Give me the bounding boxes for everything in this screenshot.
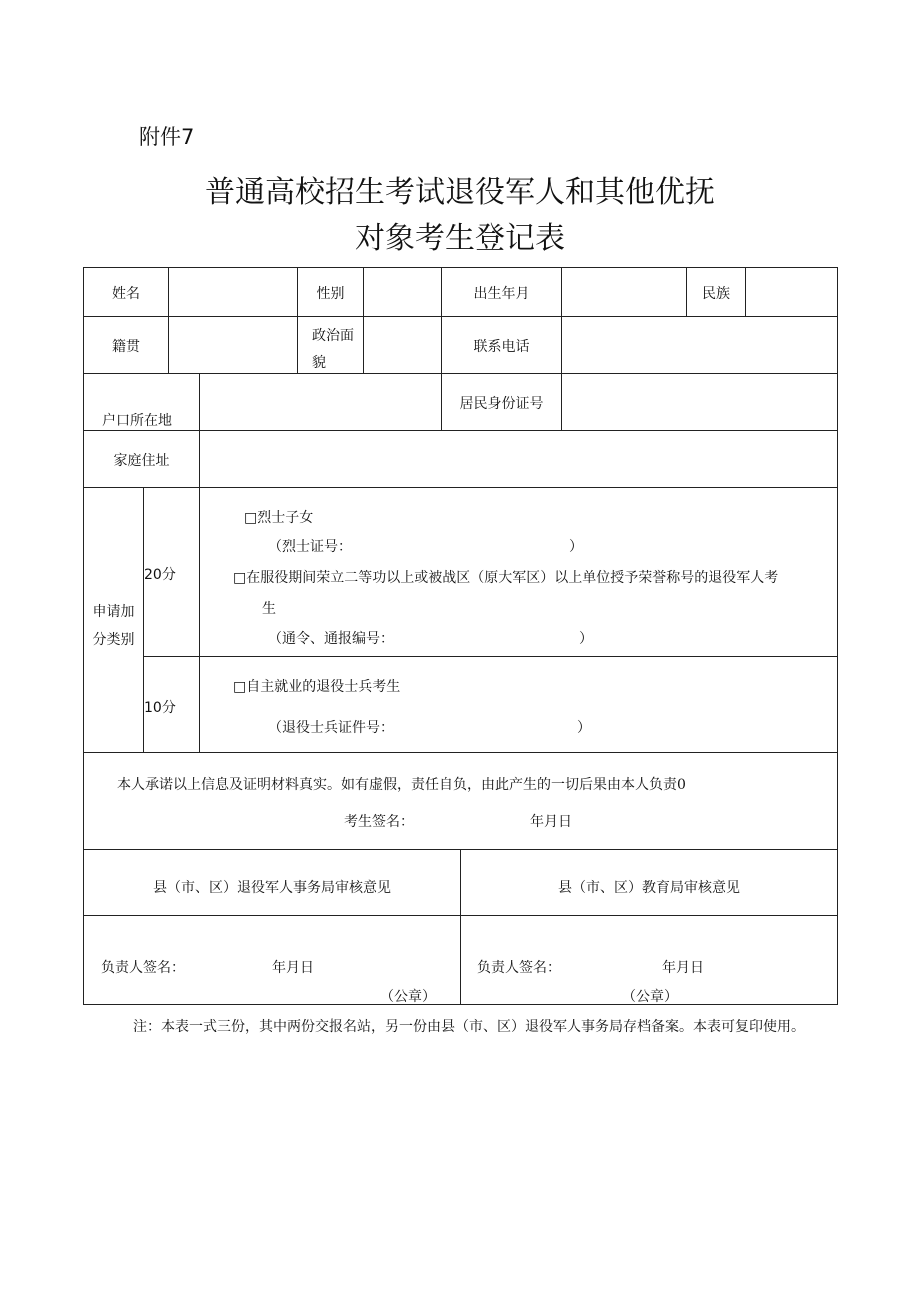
decree-number-close: ） <box>579 631 593 647</box>
birth-label: 出生年月 <box>473 286 530 302</box>
veterans-bureau-signature-field[interactable] <box>190 954 268 976</box>
bonus-category-label-line1: 申请加 <box>92 604 135 620</box>
martyr-cert-label: （烈士证号： <box>268 539 352 555</box>
hukou-label: 户口所在地 <box>102 413 172 429</box>
veterans-bureau-review-title: 县（市、区）退役军人事务局审核意见 <box>153 880 391 896</box>
political-status-label-line1: 政治面 <box>312 328 354 344</box>
decree-number-label: （通令、通报编号： <box>268 631 394 647</box>
candidate-signature-label: 考生签名： <box>344 814 414 830</box>
id-number-field[interactable] <box>562 374 837 430</box>
footnote: 注：本表一式三份，其中两份交报名站，另一份由县（市、区）退役军人事务局存档备案。本表可复印使用。 <box>133 1019 805 1035</box>
political-status-field[interactable] <box>364 317 441 373</box>
candidate-signature-field[interactable] <box>418 808 522 830</box>
veterans-bureau-date: 年月日 <box>272 960 314 976</box>
bonus-category-label-line2: 分类别 <box>92 632 135 648</box>
name-label: 姓名 <box>112 286 140 302</box>
phone-label: 联系电话 <box>473 339 530 355</box>
hukou-field[interactable] <box>200 374 441 430</box>
candidate-date-label: 年月日 <box>530 814 572 830</box>
id-number-label: 居民身份证号 <box>459 396 544 412</box>
education-bureau-date: 年月日 <box>662 960 704 976</box>
martyr-cert-field[interactable] <box>382 536 568 556</box>
merit-veteran-label-cont: 生 <box>262 601 276 617</box>
education-bureau-seal: （公章） <box>622 989 678 1005</box>
pledge-statement: 本人承诺以上信息及证明材料真实。如有虚假，责任自负，由此产生的一切后果由本人负责0 <box>117 777 686 793</box>
birth-field[interactable] <box>562 268 686 316</box>
martyr-children-checkbox[interactable]: □烈士子女 <box>244 510 314 526</box>
veteran-cert-label: （退役士兵证件号： <box>268 720 394 736</box>
attachment-label: 附件7 <box>139 125 195 149</box>
veterans-bureau-signer-label: 负责人签名： <box>101 960 185 976</box>
phone-field[interactable] <box>562 317 837 373</box>
education-bureau-signature-field[interactable] <box>566 954 658 976</box>
veteran-cert-close: ） <box>577 720 591 736</box>
decree-number-field[interactable] <box>410 628 578 648</box>
address-label: 家庭住址 <box>113 453 170 469</box>
ethnicity-label: 民族 <box>702 286 730 302</box>
education-bureau-review-title: 县（市、区）教育局审核意见 <box>558 880 740 896</box>
name-field[interactable] <box>169 268 296 316</box>
native-place-label: 籍贯 <box>112 339 140 355</box>
martyr-cert-close: ） <box>569 539 583 555</box>
veteran-cert-field[interactable] <box>410 717 578 737</box>
address-field[interactable] <box>200 431 837 487</box>
native-place-field[interactable] <box>169 317 296 373</box>
merit-veteran-checkbox[interactable]: □在服役期间荣立二等功以上或被战区（原大军区）以上单位授予荣誉称号的退役军人考 <box>233 570 779 586</box>
self-employed-veteran-checkbox[interactable]: □自主就业的退役士兵考生 <box>233 679 401 695</box>
gender-field[interactable] <box>364 268 441 316</box>
gender-label: 性别 <box>316 286 345 302</box>
form-title-line2: 对象考生登记表 <box>355 221 565 256</box>
form-title-line1: 普通高校招生考试退役军人和其他优抚 <box>205 175 715 210</box>
tier-20-points: 20分 <box>144 567 176 583</box>
tier-10-points: 10分 <box>144 700 176 716</box>
veterans-bureau-seal: （公章） <box>380 989 436 1005</box>
political-status-label-line2: 貌 <box>312 355 326 371</box>
education-bureau-signer-label: 负责人签名： <box>477 960 561 976</box>
ethnicity-field[interactable] <box>746 268 837 316</box>
